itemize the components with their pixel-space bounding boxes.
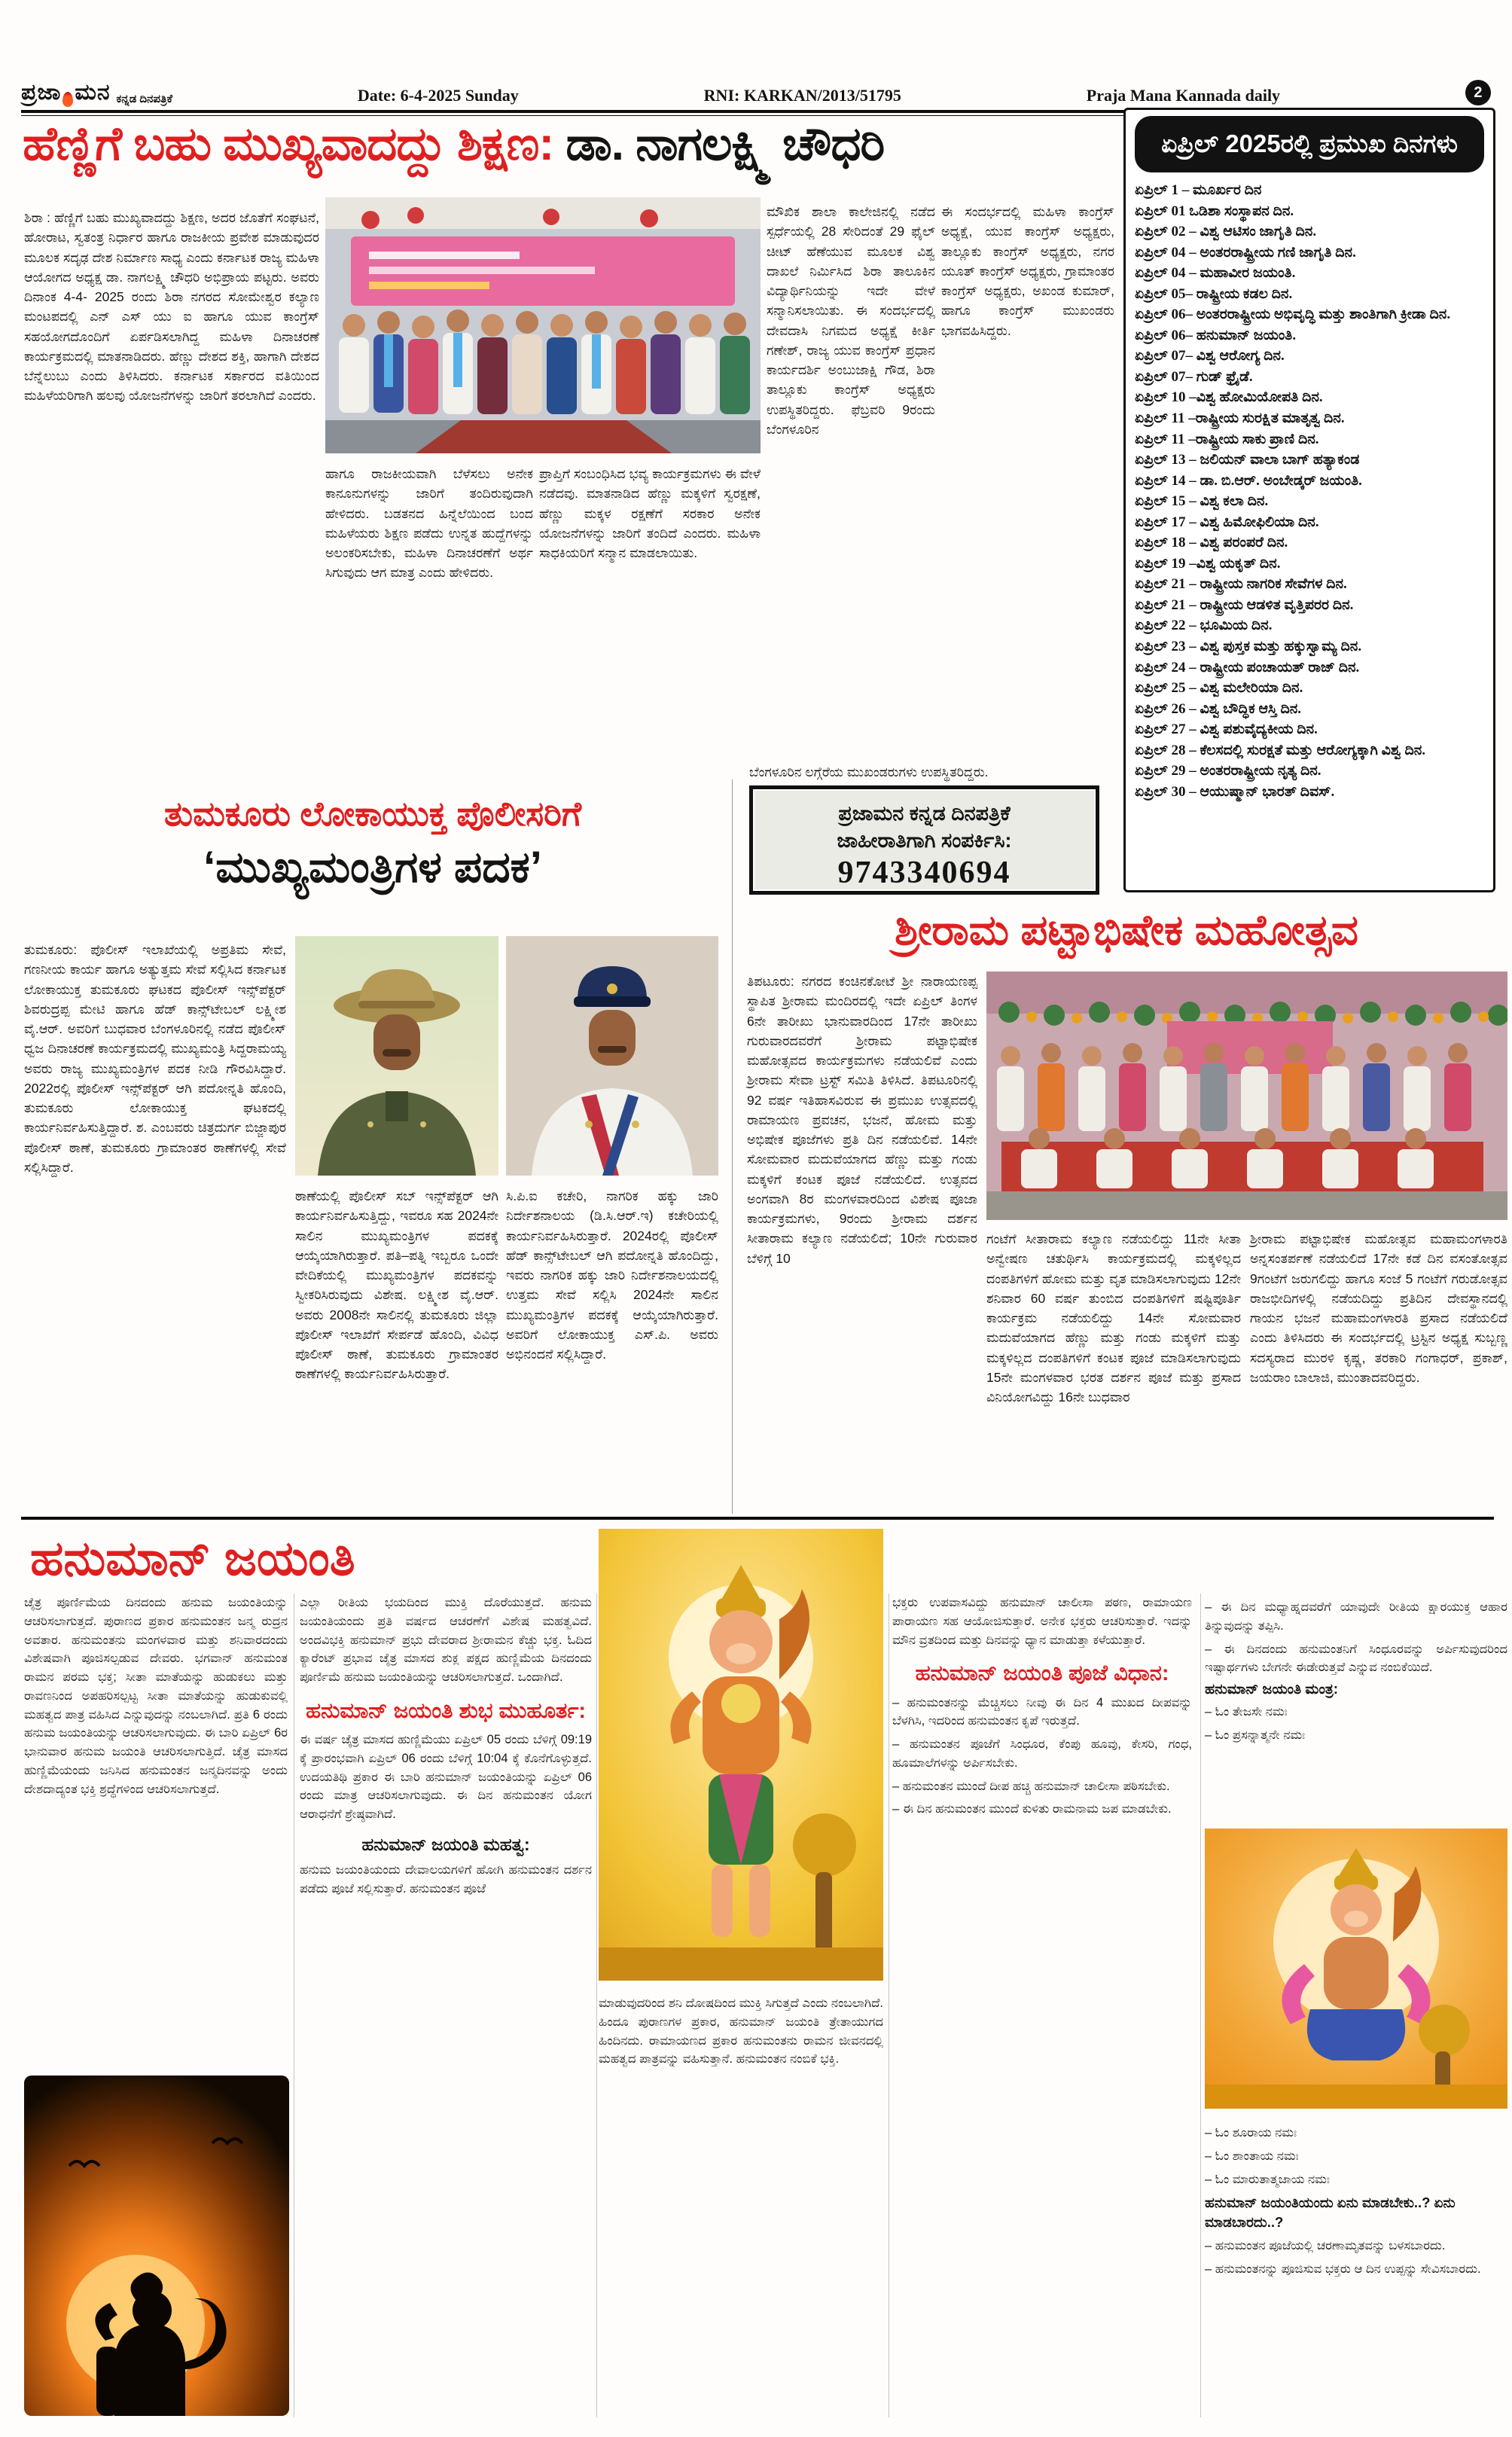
april-day-item: ಏಪ್ರಿಲ್ 10 –ವಿಶ್ವ ಹೋಮಿಯೋಪತಿ ದಿನ. <box>1135 389 1323 406</box>
april-day-item: ಏಪ್ರಿಲ್ 14 – ಡಾ. ಬಿ.ಆರ್. ಅಂಬೇಡ್ಕರ್ ಜಯಂತಿ. <box>1135 472 1362 489</box>
advert-line-1: ಪ್ರಜಾಮನ ಕನ್ನಡ ದಿನಪತ್ರಿಕೆ <box>838 802 1011 825</box>
april-day-item: ಏಪ್ರಿಲ್ 04 – ಮಹಾವೀರ ಜಯಂತಿ. <box>1135 265 1296 282</box>
flame-icon <box>62 92 73 107</box>
rama-col-3: ಶ್ರೀರಾಮ ಪಟ್ಟಾಭಿಷೇಕ ಮಹೋತ್ಸವ ಮಹಾಮಂಗಳಾರತಿ ಅನ್ನಸಂತರ್ಪಣೆ ನಡೆಯಲಿದೆ 17ನೇ ಕಡೆ ದಿನ ವಸಂತೋತ್ಸವ 9ಗಂಟೆಗೆ ಜರುಗಲಿದ್ದು ಹಾಗೂ ಸಂಜೆ 5 ಗಂಟೆಗೆ ಗರುಡೋತ್ಸವ ರಾಜಭೀದಿಗಳಲ್ಲಿ ನಡೆಯದಿದ್ದು ಪ್ರತಿದಿನ ದೇವಸ್ಥಾನದಲ್ಲಿ ಗಾಯನ ಭಜನೆ ಮಹಾಮಂಗಳಾರತಿ ಪ್ರಸಾದ ನಡೆಯಲಿದೆ ಎಂದು ತಿಳಿಸಿದರು ಈ ಸಂದರ್ಭದಲ್ಲಿ ಟ್ರಸ್ಟಿನ ಅಧ್ಯಕ್ಷ ಸುಬ್ಬಣ್ಣ ಸದಸ್ಯರಾದ ಮುರಳಿ ಕೃಷ್ಣ, ತರಕಾರಿ ಗಂಗಾಧರ್, ಪ್ರಕಾಶ್, ಜಯರಾಂ ಬಾಲಾಜಿ, ಮುಂತಾದವರಿದ್ದರು. <box>1250 1231 1507 1385</box>
april-day-item: ಏಪ್ರಿಲ್ 26 – ವಿಶ್ವ ಬೌದ್ಧಿಕ ಆಸ್ತಿ ದಿನ. <box>1135 700 1302 717</box>
april-day-item: ಏಪ್ರಿಲ್ 30 – ಆಯುಷ್ಮಾನ್ ಭಾರತ್ ದಿವಸ್. <box>1135 783 1335 800</box>
april-day-item: ಏಪ್ರಿಲ್ 01 ಒಡಿಶಾ ಸಂಸ್ಥಾಪನ ದಿನ. <box>1135 203 1294 219</box>
april-day-item: ಏಪ್ರಿಲ್ 25 – ವಿಶ್ವ ಮಲೇರಿಯಾ ದಿನ. <box>1135 680 1303 697</box>
rama-col-1: ತಿಪಟೂರು: ನಗರದ ಕಂಚಿನಕೋಟೆ ಶ್ರೀ ನಾರಾಯಣಪ್ಪ ಸ್ಥಾಪಿತ ಶ್ರೀರಾಮ ಮಂದಿರದಲ್ಲಿ ಇದೇ ಏಪ್ರಿಲ್ ತಿಂಗಳ 6ನೇ ತಾರೀಖು ಭಾನುವಾರದಿಂದ 17ನೇ ತಾರೀಖು ಗುರುವಾರದವರೆಗೆ ಶ್ರೀರಾಮ ಪಟ್ಟಾಭಿಷೇಕ ಮಹೋತ್ಸವದ ಕಾರ್ಯಕ್ರಮಗಳು ನಡೆಯಲಿವೆ ಎಂದು ಶ್ರೀರಾಮ ಸೇವಾ ಟ್ರಸ್ಟ್ ಸಮಿತಿ ತಿಳಿಸಿದೆ. ತಿಪಟೂರಿನಲ್ಲಿ 92 ವರ್ಷ ಇತಿಹಾಸವಿರುವ ಈ ಪ್ರಮುಖ ಉತ್ಸವದಲ್ಲಿ ರಾಮಾಯಣ ಪ್ರವಚನ, ಭಜನೆ, ಹೋಮ ಮತ್ತು ಅಭಿಷೇಕ ಪೂಜೆಗಳು ಪ್ರತಿ ದಿನ ನಡೆಯಲಿವೆ. 14ನೇ ಸೋಮವಾರ ಮದುವೆಯಾಗದ ಹೆಣ್ಣು ಮತ್ತು ಗಂಡು ಮಕ್ಕಳಿಗೆ ಕಂಟಕ ಪೂಜೆ ನಡೆಯಲಿದೆ. ಉತ್ಸವದ ಅಂಗವಾಗಿ 8ರ ಮಂಗಳವಾರದಿಂದ ವಿಶೇಷ ಪೂಜಾ ಕಾರ್ಯಕ್ರಮಗಳು, 9ರಂದು ಶ್ರೀರಾಮ ದರ್ಶನ ಸೀತಾರಾಮ ಕಲ್ಯಾಣ ನಡೆಯಲಿದೆ; 10ನೇ ಗುರುವಾರ ಬೆಳಿಗ್ಗೆ 10 <box>747 974 977 1266</box>
mantra-list-bottom <box>1205 2124 1507 2188</box>
pooja-items-list <box>892 1694 1192 1819</box>
april-day-item: ಏಪ್ರಿಲ್ 17 – ವಿಶ್ವ ಹಿಮೋಫಿಲಿಯಾ ದಿನ. <box>1135 514 1319 530</box>
hanuman-right-pre-item: – ಈ ದಿನದಂದು ಹನುಮಂತನಿಗೆ ಸಿಂಧೂರವನ್ನು ಅರ್ಪಿಸುವುದರಿಂದ ಇಷ್ಟಾರ್ಥಗಳು ಬೇಗನೇ ಈಡೇರುತ್ತವೆ ಎನ್ನುವ ನಂಬಿಕೆಯಿದೆ. <box>1205 1642 1507 1675</box>
hanuman-col-1: ಚೈತ್ರ ಪೂರ್ಣಿಮೆಯ ದಿನದಂದು ಹನುಮ ಜಯಂತಿಯನ್ನು ಆಚರಿಸಲಾಗುತ್ತದೆ. ಪುರಾಣದ ಪ್ರಕಾರ ಹನುಮಂತನ ಜನ್ಮ ರುದ್ರನ ಅವತಾರ. ಹನುಮಂತನು ಮಂಗಳವಾರ ಮತ್ತು ಶನಿವಾರದಂದು ವಿಶೇಷವಾಗಿ ಪೂಜಿಸಲ್ಪಡುವ ದೇವರು. ಭಗವಾನ್ ಹನುಮಂತ ರಾಮನ ಪರಮ ಭಕ್ತ; ಸೀತಾ ಮಾತೆಯನ್ನು ಹುಡುಕಲು ಮತ್ತು ರಾವಣನಿಂದ ಅಪಹರಿಸಲ್ಪಟ್ಟ ಸೀತಾ ಮಾತೆಯನ್ನು ಹುಡುಕುವಲ್ಲಿ ಮಹತ್ವದ ಪಾತ್ರ ವಹಿಸಿದ ಎನ್ನುವುದನ್ನು ನಂಬಲಾಗಿದೆ. ಪ್ರತಿ 6 ರಂದು ಹನುಮ ಜಯಂತಿಯನ್ನು ಆಚರಿಸಲಾಗುವುದು. ಈ ಬಾರಿ ಏಪ್ರಿಲ್ 6ರ ಭಾನುವಾರ ಹನುಮ ಜಯಂತಿ ಆಚರಿಸಲಾಗುತ್ತಿದೆ. ಚೈತ್ರ ಮಾಸದ ಹುಣ್ಣಿಮೆಯಂದು ಜನಿಸಿದ ಹನುಮಂತನ ಜನ್ಮದಿನವನ್ನು ಅಂದು ದೇಶದಾದ್ಯಂತ ಭಕ್ತಿ ಶ್ರದ್ಧೆಗಳಿಂದ ಆಚರಿಸಲಾಗುತ್ತದೆ. <box>24 1596 288 1796</box>
pooja-item: – ಹನುಮಂತನ ಮುಂದೆ ದೀಪ ಹಚ್ಚಿ ಹನುಮಾನ್ ಚಾಲೀಸಾ ಪಠಿಸಬೇಕು. <box>892 1779 1170 1793</box>
column-divider <box>596 1594 597 2417</box>
lead-col-3: ಪ್ರಾಪ್ತಿಗೆ ಸಂಬಂಧಿಸಿದ ಭವ್ಯ ಕಾರ್ಯಕ್ರಮಗಳು ಈ ವೇಳೆ ನಡೆದವು. ಮಾತನಾಡಿದ ಹೆಣ್ಣು ಮಕ್ಕಳಿಗೆ ಸ್ವರಕ್ಷಣೆ, ಹೆಣ್ಣು ಮಕ್ಕಳ ರಕ್ಷಣೆಗೆ ಸರಕಾರ ಅನೇಕ ಯೋಜನೆಗಳನ್ನು ಜಾರಿಗೆ ತಂದಿದೆ ಎಂದರು. ಮಹಿಳಾ ಸಾಧಕಿಯರಿಗೆ ಸನ್ಮಾನ ಮಾಡಲಾಯಿತು. <box>539 466 761 560</box>
april-day-item: ಏಪ್ರಿಲ್ 11 –ರಾಷ್ಟ್ರೀಯ ಸುರಕ್ಷಿತ ಮಾತೃತ್ವ ದಿನ. <box>1135 410 1345 427</box>
police-officer-photo-2 <box>506 936 718 1176</box>
mantra-item: – ಓಂ ತೇಜಸೇ ನಮಃ <box>1205 1705 1288 1719</box>
column-divider <box>1200 1594 1201 2417</box>
police-col-3: ಸಿ.ಪಿ.ಐ ಕಚೇರಿ, ನಾಗರಿಕ ಹಕ್ಕು ಜಾರಿ ನಿರ್ದೇಶನಾಲಯ (ಡಿ.ಸಿ.ಆರ್.ಇ) ಕಚೇರಿಯಲ್ಲಿ ಕಾರ್ಯನಿರ್ವಹಿಸಿರುತ್ತಾರೆ. 2024ರಲ್ಲಿ ಪೊಲೀಸ್ ಹೆಡ್ ಕಾನ್ಸ್‌ಟೇಬಲ್ ಆಗಿ ಪದೋನ್ನತಿ ಹೊಂದಿದ್ದು, ಇವರು ನಾಗರಿಕ ಹಕ್ಕು ಜಾರಿ ನಿರ್ದೇಶನಾಲಯದಲ್ಲಿ ಉತ್ತಮ ಸೇವೆ ಸಲ್ಲಿಸಿ 2024ನೇ ಸಾಲಿನ ಮುಖ್ಯಮಂತ್ರಿಗಳ ಪದಕಕ್ಕೆ ಆಯ್ಕೆಯಾಗಿರುತ್ತಾರೆ. ಅವರಿಗೆ ಲೋಕಾಯುಕ್ತ ಎಸ್.ಪಿ. ಅವರು ಅಭಿನಂದನೆ ಸಲ್ಲಿಸಿದ್ದಾರೆ. <box>506 1188 718 1362</box>
hanuman-col2-intro: ಎಲ್ಲಾ ರೀತಿಯ ಭಯದಿಂದ ಮುಕ್ತಿ ದೊರೆಯುತ್ತದೆ. ಹನುಮ ಜಯಂತಿಯಂದು ಪ್ರತಿ ವರ್ಷದ ಆಚರಣೆಗೆ ವಿಶೇಷ ಮಹತ್ವವಿದೆ. ಅಂದವಿಭಕ್ತಿ ಹನುಮಾನ್ ಪ್ರಭು ದೇವರಾದ ಶ್ರೀರಾಮನ ಕೆಚ್ಚು ಭಕ್ತ. ಓದಿದ ಕ್ಯಾರೆಂಟ್ ಪ್ರಭಾವ ಚೈತ್ರ ಮಾಸದ ಶುಕ್ಲ ಪಕ್ಷದ ಹುಣ್ಣಿಮೆಯ ದಿನದಂದು ಪೂರ್ಣಿಮೆ ಹನುಮ ಜಯಂತಿಯನ್ನು ಆಚರಿಸಲಾಗುತ್ತದೆ. ಒಂದಾಗಿದೆ. <box>300 1596 592 1684</box>
lead-col-2: ಹಾಗೂ ರಾಜಕೀಯವಾಗಿ ಬೆಳೆಸಲು ಅನೇಕ ಕಾನೂನುಗಳನ್ನು ಜಾರಿಗೆ ತಂದಿರುವುದಾಗಿ ಹೇಳಿದರು. ಬಡತನದ ಹಿನ್ನೆಲೆಯಿಂದ ಬಂದ ಮಹಿಳೆಯರು ಶಿಕ್ಷಣ ಪಡೆದು ಉನ್ನತ ಹುದ್ದೆಗಳನ್ನು ಅಲಂಕರಿಸಬೇಕು, ಮಹಿಳಾ ದಿನಾಚರಣೆಗೆ ಅರ್ಥ ಸಿಗುವುದು ಆಗ ಮಾತ್ರ ಎಂದು ಹೇಳಿದರು. <box>325 466 533 581</box>
lead-headline-black: ಡಾ. ನಾಗಲಕ್ಷ್ಮಿ ಚೌಧರಿ <box>565 118 885 170</box>
april-day-item: ಏಪ್ರಿಲ್ 1 – ಮೂರ್ಖರ ದಿನ <box>1135 182 1262 198</box>
april-day-item: ಏಪ್ರಿಲ್ 18 – ವಿಶ್ವ ಪರಂಪರೆ ದಿನ. <box>1135 535 1288 551</box>
rama-event-photo <box>986 971 1507 1220</box>
mahatva-body-2: ಮಾಡುವುದರಿಂದ ಶನಿ ದೋಷದಿಂದ ಮುಕ್ತಿ ಸಿಗುತ್ತದೆ ಎಂದು ನಂಬಲಾಗಿದೆ. ಹಿಂದೂ ಪುರಾಣಗಳ ಪ್ರಕಾರ, ಹನುಮಾನ್ ಜಯಂತಿ ತ್ರೇತಾಯುಗದ ಹಿಂದಿನದು. ರಾಮಾಯಣದ ಪ್ರಕಾರ ಹನುಮಂತನು ರಾಮನ ಜೀವನದಲ್ಲಿ ಮಹತ್ವದ ಪಾತ್ರವನ್ನು ವಹಿಸುತ್ತಾನೆ. ಹನುಮಂತನ ನಂಬಿಕೆ ಭಕ್ತಿ. <box>599 1996 883 2066</box>
police-officer-photo-1 <box>295 936 498 1176</box>
april-day-item: ಏಪ್ರಿಲ್ 23 – ವಿಶ್ವ ಪುಸ್ತಕ ಮತ್ತು ಹಕ್ಕುಸ್ವಾಮ್ಯ ದಿನ. <box>1135 639 1362 655</box>
april-day-item: ಏಪ್ರಿಲ್ 13 – ಜಲಿಯನ್ ವಾಲಾ ಬಾಗ್ ಹತ್ಯಾಕಂಡ <box>1135 452 1360 468</box>
masthead <box>21 75 1491 105</box>
paper-name-english: Praja Mana Kannada daily <box>1086 86 1281 105</box>
hanuman-center-col <box>599 1994 883 2416</box>
april-day-item: ಏಪ್ರಿಲ್ 27 – ವಿಶ್ವ ಪಶುವೈದ್ಯಕೀಯ ದಿನ. <box>1135 721 1318 738</box>
advert-line-2: ಜಾಹೀರಾತಿಗಾಗಿ ಸಂಪರ್ಕಿಸಿ: <box>837 829 1012 852</box>
april-day-item: ಏಪ್ರಿಲ್ 28 – ಕೆಲಸದಲ್ಲಿ ಸುರಕ್ಷತೆ ಮತ್ತು ಆರೋಗ್ಯಕ್ಕಾಗಿ ವಿಶ್ವ ದಿನ. <box>1135 742 1426 758</box>
section-rule <box>21 1517 1494 1520</box>
rni-number: RNI: KARKAN/2013/51795 <box>703 86 901 105</box>
hanuman-seated-image <box>1205 1829 1507 2109</box>
mantra-list-top <box>1205 1703 1507 1745</box>
april-day-item: ಏಪ್ರಿಲ್ 02 – ವಿಶ್ವ ಆಟಿಸಂ ಜಾಗೃತಿ ದಿನ. <box>1135 224 1317 240</box>
hanuman-right-pre-list <box>1205 1598 1507 1677</box>
april-days-box <box>1123 108 1495 892</box>
pooja-heading: ಹನುಮಾನ್ ಜಯಂತಿ ಪೂಜೆ ವಿಧಾನ: <box>915 1661 1169 1686</box>
mahatva-body: ಹನುಮ ಜಯಂತಿಯಂದು ದೇವಾಲಯಗಳಿಗೆ ಹೋಗಿ ಹನುಮಂತನ ದರ್ಶನ ಪಡೆದು ಪೂಜೆ ಸಲ್ಲಿಸುತ್ತಾರೆ. ಹನುಮಂತನ ಪೂಜೆ <box>300 1862 592 1896</box>
pooja-item: – ಈ ದಿನ ಹನುಮಂತನ ಮುಂದೆ ಕುಳಿತು ರಾಮನಾಮ ಜಪ ಮಾಡಬೇಕು. <box>892 1802 1172 1816</box>
page-number-badge: 2 <box>1465 80 1491 105</box>
logo-text-left: ಪ್ರಜಾ <box>21 80 62 105</box>
dodont-item: – ಹನುಮಂತನ ಪೂಜೆಯಲ್ಲಿ ಚರಣಾಮೃತವನ್ನು ಬಳಸಬಾರದು. <box>1205 2239 1446 2253</box>
lead-photo <box>325 197 761 453</box>
lead-headline <box>23 120 1114 169</box>
april-days-list <box>1135 180 1484 802</box>
mantra-item: – ಓಂ ಮಾರುತಾತ್ಮಜಾಯ ನಮಃ <box>1205 2172 1330 2186</box>
april-day-item: ಏಪ್ರಿಲ್ 19 –ವಿಶ್ವ ಯಕೃತ್ ದಿನ. <box>1135 555 1281 572</box>
logo-text-right: ಮನ <box>75 80 111 105</box>
police-headline: ‘ಮುಖ್ಯಮಂತ್ರಿಗಳ ಪದಕ’ <box>203 843 542 892</box>
lead-col-5: ಈ ಸಂದರ್ಭದಲ್ಲಿ ಮಹಿಳಾ ಕಾಂಗ್ರೆಸ್ ಅಧ್ಯಕ್ಷೆ, ಯುವ ಕಾಂಗ್ರೆಸ್ ಅಧ್ಯಕ್ಷರು, ತಾಲ್ಲೂಕು ಕಾಂಗ್ರೆಸ್ ಅಧ್ಯಕ್ಷರು, ನಗರ ಯೂತ್ ಕಾಂಗ್ರೆಸ್ ಅಧ್ಯಕ್ಷರು, ಗ್ರಾಮಾಂತರ ಕಾಂಗ್ರೆಸ್ ಅಧ್ಯಕ್ಷರು, ಅಖಂಡ ಕುಮಾರ್, ಹಾಗೂ ಕಾಂಗ್ರೆಸ್ ಮುಖಂಡರು ಭಾಗವಹಿಸಿದ್ದರು. <box>941 204 1114 338</box>
column-divider <box>732 779 733 1514</box>
april-day-item: ಏಪ್ರಿಲ್ 06– ಹನುಮಾನ್ ಜಯಂತಿ. <box>1135 327 1297 343</box>
rama-headline: ಶ್ರೀರಾಮ ಪಟ್ಟಾಭಿಷೇಕ ಮಹೋತ್ಸವ <box>895 906 1358 953</box>
hanuman-sunset-graphic <box>24 2076 289 2416</box>
april-day-item: ಏಪ್ರಿಲ್ 05– ರಾಷ್ಟ್ರೀಯ ಕಡಲ ದಿನ. <box>1135 285 1293 302</box>
april-day-item: ಏಪ್ರಿಲ್ 22 – ಭೂಮಿಯ ದಿನ. <box>1135 618 1273 634</box>
mantra-item: – ಓಂ ಶಾಂತಾಯ ನಮಃ <box>1205 2149 1299 2163</box>
logo-subtitle: ಕನ್ನಡ ದಿನಪತ್ರಿಕೆ <box>116 93 172 105</box>
pooja-item: – ಹನುಮಂತನನ್ನು ಮೆಚ್ಚಿಸಲು ನೀವು ಈ ದಿನ 4 ಮುಖದ ದೀಪವನ್ನು ಬೆಳಗಿಸಿ, ಇದರಿಂದ ಹನುಮಂತನ ಕೃಪೆ ಇರುತ್ತದೆ. <box>892 1695 1192 1728</box>
april-day-item: ಏಪ್ರಿಲ್ 06– ಅಂತರರಾಷ್ಟ್ರೀಯ ಅಭಿವೃದ್ಧಿ ಮತ್ತು ಶಾಂತಿಗಾಗಿ ಕ್ರೀಡಾ ದಿನ. <box>1135 307 1451 323</box>
lead-col-4: ಮೌಖಿಕ ಶಾಲಾ ಕಾಲೇಜಿನಲ್ಲಿ ನಡೆದ ಸ್ಪರ್ಧೆಯಲ್ಲಿ 28 ಸೇರಿದಂತೆ 29 ಫೈಲ್ ಚೀಟ್ ಹೆಣೆಯುವ ಮೂಲಕ ವಿಶ್ವ ದಾಖಲೆ ನಿರ್ಮಿಸಿದ ಶಿರಾ ತಾಲೂಕಿನ ವಿದ್ಯಾರ್ಥಿನಿಯನ್ನು ಇದೇ ವೇಳೆ ಸನ್ಮಾನಿಸಲಾಯಿತು. ಈ ಸಂದರ್ಭದಲ್ಲಿ ದೇವದಾಸಿ ನಿಗಮದ ಅಧ್ಯಕ್ಷೆ ಕೀರ್ತಿ ಗಣೇಶ್, ರಾಜ್ಯ ಯುವ ಕಾಂಗ್ರೆಸ್ ಪ್ರಧಾನ ಕಾರ್ಯದರ್ಶಿ ಅಂಬುಜಾಕ್ಷಿ ಗೌಡ, ಶಿರಾ ತಾಲ್ಲೂಕು ಕಾಂಗ್ರೆಸ್ ಅಧ್ಯಕ್ಷರು ಉಪಸ್ಥಿತರಿದ್ದರು. ಫೆಬ್ರವರಿ 9ರಂದು ಬೆಂಗಳೂರಿನ <box>767 204 935 437</box>
rama-col-2: ಗಂಟೆಗೆ ಸೀತಾರಾಮ ಕಲ್ಯಾಣ ನಡೆಯಲಿದ್ದು 11ನೇ ಸೀತಾ ಅನ್ವೇಷಣ ಚತುರ್ಥಿಸಿ ಕಾರ್ಯಕ್ರಮದಲ್ಲಿ ಮಕ್ಕಳಿಲ್ಲದ ದಂಪತಿಗಳಿಗೆ ಹೋಮ ಮತ್ತು ವೃತ ಮಾಡಿಸಲಾಗುವುದು 12ನೇ ಶನಿವಾರ 60 ವರ್ಷ ತುಂಬಿದ ದಂಪತಿಗಳಿಗೆ ಷಷ್ಟಿಪೂರ್ತಿ ಕಾರ್ಯಕ್ರಮ ನಡೆಯಲಿದ್ದು 14ನೇ ಸೋಮವಾರ ಮದುವೆಯಾಗದ ಹೆಣ್ಣು ಮತ್ತು ಗಂಡು ಮಕ್ಕಳಿಗೆ ಮತ್ತು ಮಕ್ಕಳಿಲ್ಲದ ದಂಪತಿಗಳಿಗೆ ಕಂಟಕ ಪೂಜೆ ಮಾಡಿಸಲಾಗುವುದು 15ನೇ ಮಂಗಳವಾರ ಭರತ ದರ್ಶನ ಪೂಜೆ ಮತ್ತು ಪ್ರಸಾದ ವಿನಿಯೋಗವಿದ್ದು 16ನೇ ಬುಧವಾರ <box>986 1231 1241 1405</box>
lead-tail-line: ಬೆಂಗಳೂರಿನ ಲಗ್ಗೆರೆಯ ಮುಖಂಡರುಗಳು ಉಪಸ್ಥಿತರಿದ್ದರು. <box>749 764 989 779</box>
hanuman-right-pre-item: – ಈ ದಿನ ಮಧ್ಯಾಹ್ನದವರೆಗೆ ಯಾವುದೇ ರೀತಿಯ ಕ್ಷಾರಯುಕ್ತ ಆಹಾರ ತಿನ್ನುವುದನ್ನು ತಪ್ಪಿಸಿ. <box>1205 1600 1507 1633</box>
april-days-title: ಏಪ್ರಿಲ್ 2025ರಲ್ಲಿ ಪ್ರಮುಖ ದಿನಗಳು <box>1135 116 1484 172</box>
april-day-item: ಏಪ್ರಿಲ್ 24 – ರಾಷ್ಟ್ರೀಯ ಪಂಚಾಯತ್ ರಾಜ್ ದಿನ. <box>1135 659 1360 676</box>
mahatva-heading: ಹನುಮಾನ್ ಜಯಂತಿ ಮಹತ್ವ: <box>361 1834 530 1854</box>
hanuman-col-4-bottom <box>1205 2119 1507 2417</box>
april-day-item: ಏಪ್ರಿಲ್ 04 – ಅಂತರರಾಷ್ಟ್ರೀಯ ಗಣಿ ಜಾಗೃತಿ ದಿನ. <box>1135 244 1356 261</box>
advert-contact-box <box>749 785 1099 895</box>
april-day-item: ಏಪ್ರಿಲ್ 15 – ವಿಶ್ವ ಕಲಾ ದಿನ. <box>1135 493 1269 510</box>
hanuman-col3-top: ಭಕ್ತರು ಉಪವಾಸವಿದ್ದು ಹನುಮಾನ್ ಚಾಲೀಸಾ ಪಠಣ, ರಾಮಾಯಣ ಪಾರಾಯಣ ಸಹ ಆಯೋಜಿಸುತ್ತಾರೆ. ಅನೇಕ ಭಕ್ತರು ಆಚರಿಸುತ್ತಾರೆ. ಇದನ್ನು ಮೌನ ವ್ರತದಿಂದ ಮತ್ತು ದಿನವನ್ನು ಧ್ಯಾನ ಮಾಡುತ್ತಾ ಕಳೆಯುತ್ತಾರೆ. <box>892 1596 1192 1647</box>
lead-headline-red: ಹೆಣ್ಣಿಗೆ ಬಹು ಮುಖ್ಯವಾದದ್ದು ಶಿಕ್ಷಣ: <box>23 118 566 170</box>
mantra-item: – ಓಂ ಪ್ರಸನ್ನಾತ್ಮನೇ ನಮಃ <box>1205 1728 1306 1742</box>
hanuman-col-4-top <box>1205 1594 1507 1819</box>
muhurta-heading: ಹನುಮಾನ್ ಜಯಂತಿ ಶುಭ ಮುಹೂರ್ತ: <box>305 1698 587 1723</box>
police-col-2: ಠಾಣೆಯಲ್ಲಿ ಪೊಲೀಸ್ ಸಬ್ ಇನ್ಸ್‌ಪೆಕ್ಟರ್ ಆಗಿ ಕಾರ್ಯನಿರ್ವಹಿಸುತ್ತಿದ್ದು, ಇವರೂ ಸಹ 2024ನೇ ಸಾಲಿನ ಮುಖ್ಯಮಂತ್ರಿಗಳ ಪದಕಕ್ಕೆ ಆಯ್ಕೆಯಾಗಿರುತ್ತಾರೆ. ಪತಿ–ಪತ್ನಿ ಇಬ್ಬರೂ ಒಂದೇ ವೇದಿಕೆಯಲ್ಲಿ ಮುಖ್ಯಮಂತ್ರಿಗಳ ಪದಕವನ್ನು ಸ್ವೀಕರಿಸಿರುವುದು ವಿಶೇಷ. ಲಕ್ಷ್ಮೀಶ ವೈ.ಆರ್. ಅವರು 2008ನೇ ಸಾಲಿನಲ್ಲಿ ತುಮಕೂರು ಜಿಲ್ಲಾ ಪೊಲೀಸ್ ಇಲಾಖೆಗೆ ಸೇರ್ಪಡೆ ಹೊಂದಿ, ವಿವಿಧ ಪೊಲೀಸ್ ಠಾಣೆ, ತುಮಕೂರು ಗ್ರಾಮಾಂತರ ಠಾಣೆಗಳಲ್ಲಿ ಕಾರ್ಯನಿರ್ವಹಿಸಿರುತ್ತಾರೆ. <box>295 1188 498 1382</box>
april-day-item: ಏಪ್ರಿಲ್ 21 – ರಾಷ್ಟ್ರೀಯ ಆಡಳಿತ ವೃತ್ತಿಪರರ ದಿನ. <box>1135 596 1354 613</box>
hanuman-standing-image <box>599 1529 883 1981</box>
newspaper-logo <box>21 80 172 105</box>
edition-date: Date: 6-4-2025 Sunday <box>357 86 519 105</box>
hanuman-col-2 <box>300 1594 592 2417</box>
police-kicker: ತುಮಕೂರು ಲೋಕಾಯುಕ್ತ ಪೊಲೀಸರಿಗೆ <box>163 795 582 833</box>
mantra-item: – ಓಂ ಶೂರಾಯ ನಮಃ <box>1205 2126 1297 2140</box>
april-day-item: ಏಪ್ರಿಲ್ 07– ಗುಡ್ ಫ್ರೈಡೆ. <box>1135 368 1253 385</box>
hanuman-headline: ಹನುಮಾನ್ ಜಯಂತಿ <box>30 1531 355 1585</box>
dodont-item: – ಹನುಮಂತನನ್ನು ಪೂಜಿಸುವ ಭಕ್ತರು ಆ ದಿನ ಉಪ್ಪನ್ನು ಸೇವಿಸಬಾರದು. <box>1205 2262 1481 2276</box>
hanuman-col-3 <box>892 1594 1192 2417</box>
muhurta-body: ಈ ವರ್ಷ ಚೈತ್ರ ಮಾಸದ ಹುಣ್ಣಿಮೆಯು ಏಪ್ರಿಲ್ 05 ರಂದು ಬೆಳಿಗ್ಗೆ 09:19 ಕ್ಕೆ ಪ್ರಾರಂಭವಾಗಿ ಏಪ್ರಿಲ್ 06 ರಂದು ಬೆಳಿಗ್ಗೆ 10:04 ಕ್ಕೆ ಕೊನೆಗೊಳ್ಳುತ್ತದೆ. ಉದಯತಿಥಿ ಪ್ರಕಾರ ಈ ಬಾರಿ ಹನುಮಾನ್ ಜಯಂತಿಯನ್ನು ಏಪ್ರಿಲ್ 06 ರಂದು ಮಾತ್ರ ಆಚರಿಸಲಾಗುವುದು. ಈ ದಿನ ಹನುಮಂತನ ಯೋಗ ಆರಾಧನೆಗೆ ಶ್ರೇಷ್ಠವಾಗಿದೆ. <box>300 1733 592 1821</box>
advert-phone-number: 9743340694 <box>837 855 1011 890</box>
april-day-item: ಏಪ್ರಿಲ್ 11 –ರಾಷ್ಟ್ರೀಯ ಸಾಕು ಪ್ರಾಣಿ ದಿನ. <box>1135 431 1319 447</box>
dodont-list <box>1205 2237 1507 2279</box>
mantra-heading: ಹನುಮಾನ್ ಜಯಂತಿ ಮಂತ್ರ: <box>1205 1682 1339 1697</box>
april-day-item: ಏಪ್ರಿಲ್ 07– ವಿಶ್ವ ಆರೋಗ್ಯ ದಿನ. <box>1135 348 1285 364</box>
lead-col-1: ಶಿರಾ : ಹೆಣ್ಣಿಗೆ ಬಹು ಮುಖ್ಯವಾದದ್ದು ಶಿಕ್ಷಣ, ಅದರ ಜೊತೆಗೆ ಸಂಘಟನೆ, ಹೋರಾಟ, ಸ್ವತಂತ್ರ ನಿರ್ಧಾರ ಹಾಗೂ ರಾಜಕೀಯ ಪ್ರವೇಶ ಮಾಡುವುದರ ಮೂಲಕ ಸದೃಢ ದೇಶ ನಿರ್ಮಾಣ ಸಾಧ್ಯ ಎಂದು ಕರ್ನಾಟಕ ರಾಜ್ಯ ಮಹಿಳಾ ಆಯೋಗದ ಅಧ್ಯಕ್ಷ ಡಾ. ನಾಗಲಕ್ಷ್ಮಿ ಚೌಧರಿ ಅಭಿಪ್ರಾಯ ಪಟ್ಟರು. ಅವರು ದಿನಾಂಕ 4-4- 2025 ರಂದು ಶಿರಾ ನಗರದ ಸೋಮೇಶ್ವರ ಕಲ್ಯಾಣ ಮಂಟಪದಲ್ಲಿ ಎನ್ ಎಸ್ ಯು ಐ ಹಾಗೂ ಯುವ ಕಾಂಗ್ರೆಸ್ ಸಹಯೋಗದೊಂದಿಗೆ ಏರ್ಪಡಿಸಲಾಗಿದ್ದ ಮಹಿಳಾ ದಿನಾಚರಣೆ ಕಾರ್ಯಕ್ರಮದಲ್ಲಿ ಮಾತನಾಡಿದರು. ಹೆಣ್ಣು ದೇಶದ ಶಕ್ತಿ, ಹಾಗಾಗಿ ದೇಶದ ಬೆನ್ನೆಲುಬು ಎಂದು ತಿಳಿಸಿದರು. ಕರ್ನಾಟಕ ಸರ್ಕಾರದ ವತಿಯಿಂದ ಮಹಿಳೆಯರಿಗಾಗಿ ಹಲವು ಯೋಜನೆಗಳನ್ನು ಜಾರಿಗೆ ತರಲಾಗಿದೆ ಎಂದರು. <box>24 210 319 404</box>
april-day-item: ಏಪ್ರಿಲ್ 21 – ರಾಷ್ಟ್ರೀಯ ನಾಗರಿಕ ಸೇವೆಗಳ ದಿನ. <box>1135 576 1347 593</box>
april-day-item: ಏಪ್ರಿಲ್ 29 – ಅಂತರರಾಷ್ಟ್ರೀಯ ನೃತ್ಯ ದಿನ. <box>1135 763 1321 779</box>
police-col-1: ತುಮಕೂರು: ಪೊಲೀಸ್ ಇಲಾಖೆಯಲ್ಲಿ ಅಪ್ರತಿಮ ಸೇವೆ, ಗಣನೀಯ ಕಾರ್ಯ ಹಾಗೂ ಅತ್ಯುತ್ತಮ ಸೇವೆ ಸಲ್ಲಿಸಿದ ಕರ್ನಾಟಕ ಲೋಕಾಯುಕ್ತ ತುಮಕೂರು ಘಟಕದ ಪೊಲೀಸ್ ಇನ್ಸ್‌ಪೆಕ್ಟರ್ ಶಿವರುದ್ರಪ್ಪ ಮೇಟಿ ಹಾಗೂ ಹೆಡ್ ಕಾನ್ಸ್‌ಟೇಬಲ್ ಲಕ್ಷ್ಮೀಶ ವೈ.ಆರ್. ಅವರಿಗೆ ಬುಧವಾರ ಬೆಂಗಳೂರಿನಲ್ಲಿ ನಡೆದ ಪೊಲೀಸ್ ಧ್ವಜ ದಿನಾಚರಣೆ ಕಾರ್ಯಕ್ರಮದಲ್ಲಿ ಮುಖ್ಯಮಂತ್ರಿ ಸಿದ್ದರಾಮಯ್ಯ ಅವರು ರಾಜ್ಯ ಮುಖ್ಯಮಂತ್ರಿಗಳ ಪದಕ ನೀಡಿ ಗೌರವಿಸಿದ್ದಾರೆ. 2022ರಲ್ಲಿ ಪೊಲೀಸ್ ಇನ್ಸ್‌ಪೆಕ್ಟರ್ ಆಗಿ ಪದೋನ್ನತಿ ಹೊಂದಿ, ತುಮಕೂರು ಲೋಕಾಯುಕ್ತ ಘಟಕದಲ್ಲಿ ಕಾರ್ಯನಿರ್ವಹಿಸುತ್ತಿದ್ದಾರೆ. ಶ. ಎಂಬವರು ಚಿತ್ರದುರ್ಗ ಬಿಜ್ಜಾಪುರ ಪೊಲೀಸ್ ಠಾಣೆ, ತುಮಕೂರು ಗ್ರಾಮಾಂತರ ಠಾಣೆಗಳಲ್ಲಿ ಸೇವೆ ಸಲ್ಲಿಸಿದ್ದಾರೆ. <box>24 942 286 1175</box>
pooja-item: – ಹನುಮಂತನ ಪೂಜೆಗೆ ಸಿಂಧೂರ, ಕೆಂಪು ಹೂವು, ಕೇಸರಿ, ಗಂಧ, ಹೂಮಾಲೆಗಳನ್ನು ಅರ್ಪಿಸಬೇಕು. <box>892 1737 1192 1770</box>
dodont-heading: ಹನುಮಾನ್ ಜಯಂತಿಯಂದು ಏನು ಮಾಡಬೇಕು..? ಏನು ಮಾಡಬಾರದು..? <box>1205 2195 1456 2231</box>
